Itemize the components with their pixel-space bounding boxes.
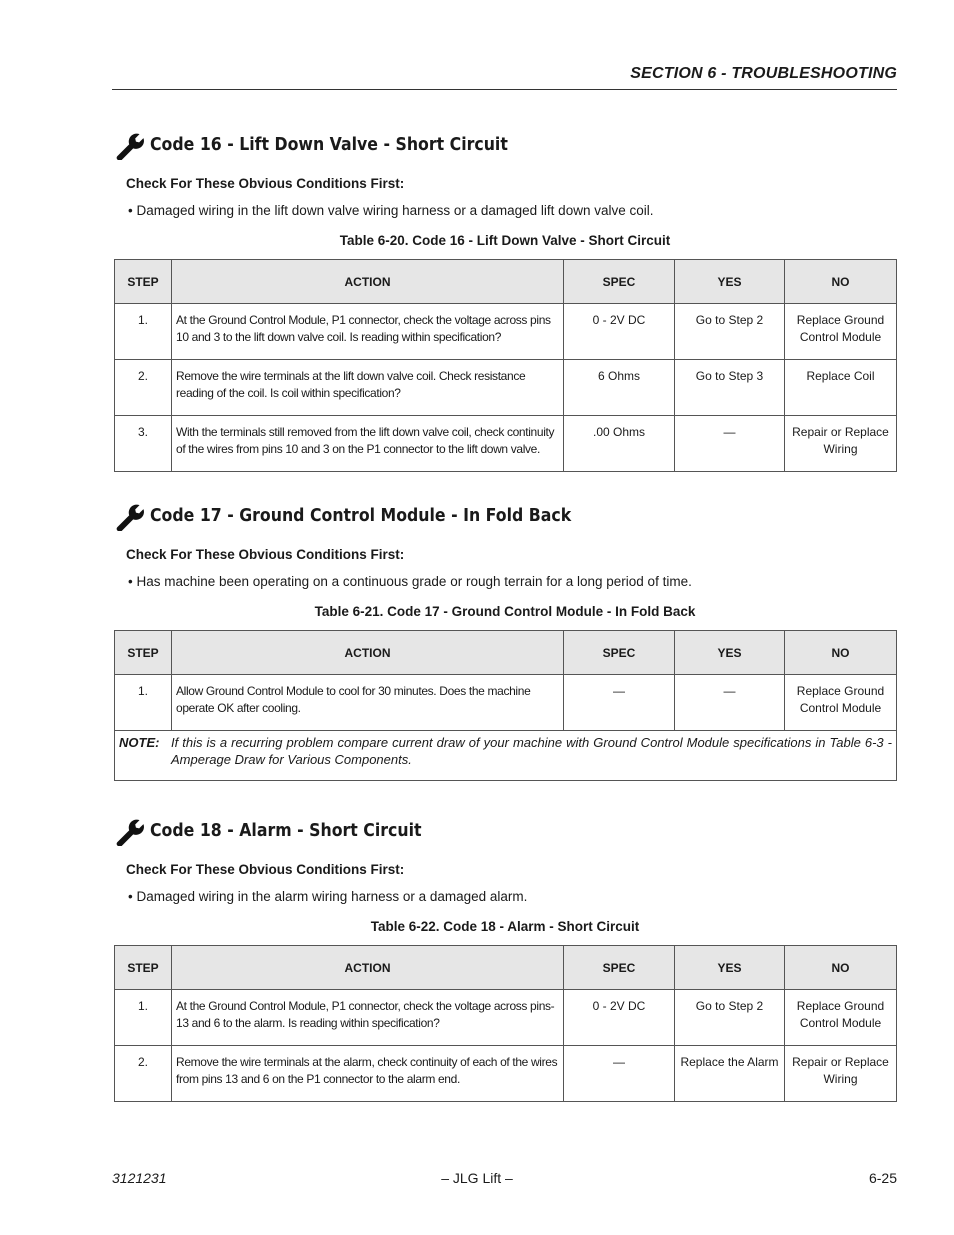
col-header-no: NO bbox=[785, 631, 897, 675]
no-cell: Replace Ground Control Module bbox=[785, 675, 897, 731]
col-header-no: NO bbox=[785, 260, 897, 304]
check-conditions-title: Check For These Obvious Conditions First: bbox=[126, 176, 405, 191]
check-conditions-title: Check For These Obvious Conditions First: bbox=[126, 862, 405, 877]
code-16-heading bbox=[114, 128, 896, 162]
col-header-step: STEP bbox=[115, 946, 172, 990]
spec-cell: 0 - 2V DC bbox=[564, 990, 675, 1046]
note-row bbox=[115, 731, 897, 781]
yes-cell: Go to Step 3 bbox=[675, 360, 785, 416]
spec-cell: — bbox=[564, 675, 675, 731]
col-header-no: NO bbox=[785, 946, 897, 990]
step-cell: 1. bbox=[115, 990, 172, 1046]
condition-bullet: • Damaged wiring in the lift down valve wiring harness or a damaged lift down valve coil. bbox=[128, 203, 654, 218]
section-header-title: SECTION 6 - TROUBLESHOOTING bbox=[630, 65, 897, 82]
wrench-icon bbox=[114, 501, 144, 531]
step-cell: 1. bbox=[115, 304, 172, 360]
spec-cell: .00 Ohms bbox=[564, 416, 675, 472]
note-text: If this is a recurring problem compare current draw of your machine with Ground Control Module specifications in Table 6-3 - Amperage Draw for Various Components. bbox=[171, 735, 892, 767]
no-cell: Replace Ground Control Module bbox=[785, 304, 897, 360]
table-header-row bbox=[115, 260, 897, 304]
condition-bullet: • Damaged wiring in the alarm wiring harness or a damaged alarm. bbox=[128, 889, 528, 904]
wrench-icon bbox=[114, 816, 144, 846]
no-cell: Replace Coil bbox=[785, 360, 897, 416]
step-cell: 3. bbox=[115, 416, 172, 472]
table-row bbox=[115, 990, 897, 1046]
step-cell: 2. bbox=[115, 360, 172, 416]
col-header-yes: YES bbox=[675, 631, 785, 675]
code-16-section bbox=[114, 128, 896, 472]
table-row bbox=[115, 360, 897, 416]
spec-cell: — bbox=[564, 1046, 675, 1102]
troubleshooting-table-6-20 bbox=[114, 259, 897, 472]
footer-doc-number: 3121231 bbox=[112, 1170, 167, 1186]
code-18-heading-text: Code 18 - Alarm - Short Circuit bbox=[150, 821, 422, 841]
footer-page-number: 6-25 bbox=[868, 1170, 897, 1186]
code-17-heading bbox=[114, 499, 896, 533]
table-row bbox=[115, 304, 897, 360]
code-18-section bbox=[114, 814, 896, 1102]
header-rule bbox=[112, 89, 897, 90]
note-cell bbox=[115, 731, 897, 781]
troubleshooting-table-6-22 bbox=[114, 945, 897, 1102]
table-header-row bbox=[115, 946, 897, 990]
wrench-icon bbox=[114, 130, 144, 160]
action-cell: Remove the wire terminals at the alarm, check continuity of each of the wires from pins 13 and 6 on the P1 connector to the alarm end. bbox=[172, 1046, 564, 1102]
table-caption: Table 6-22. Code 18 - Alarm - Short Circuit bbox=[370, 919, 640, 934]
table-row bbox=[115, 1046, 897, 1102]
col-header-action: ACTION bbox=[172, 631, 564, 675]
col-header-step: STEP bbox=[115, 260, 172, 304]
table-caption: Table 6-20. Code 16 - Lift Down Valve - Short Circuit bbox=[339, 233, 671, 248]
action-cell: With the terminals still removed from the lift down valve coil, check continuity of the wires from pins 10 and 3 on the P1 connector to the lift down valve. bbox=[172, 416, 564, 472]
action-cell: At the Ground Control Module, P1 connector, check the voltage across pins 10 and 3 to the lift down valve coil. Is reading within specification? bbox=[172, 304, 564, 360]
yes-cell: Go to Step 2 bbox=[675, 990, 785, 1046]
code-18-heading bbox=[114, 814, 896, 848]
yes-cell: — bbox=[675, 675, 785, 731]
action-cell: Allow Ground Control Module to cool for 30 minutes. Does the machine operate OK after cooling. bbox=[172, 675, 564, 731]
col-header-spec: SPEC bbox=[564, 946, 675, 990]
table-header-row bbox=[115, 631, 897, 675]
col-header-action: ACTION bbox=[172, 946, 564, 990]
col-header-spec: SPEC bbox=[564, 260, 675, 304]
troubleshooting-table-6-21 bbox=[114, 630, 897, 781]
note-label: NOTE: bbox=[119, 735, 160, 750]
table-row bbox=[115, 416, 897, 472]
footer-center-text: – JLG Lift – bbox=[441, 1170, 513, 1186]
table-caption: Table 6-21. Code 17 - Ground Control Module - In Fold Back bbox=[314, 604, 696, 619]
check-conditions-title: Check For These Obvious Conditions First: bbox=[126, 547, 405, 562]
yes-cell: — bbox=[675, 416, 785, 472]
table-row bbox=[115, 675, 897, 731]
spec-cell: 0 - 2V DC bbox=[564, 304, 675, 360]
col-header-yes: YES bbox=[675, 946, 785, 990]
action-cell: At the Ground Control Module, P1 connector, check the voltage across pins-13 and 6 to the alarm. Is reading within specification? bbox=[172, 990, 564, 1046]
col-header-step: STEP bbox=[115, 631, 172, 675]
yes-cell: Go to Step 2 bbox=[675, 304, 785, 360]
spec-cell: 6 Ohms bbox=[564, 360, 675, 416]
col-header-action: ACTION bbox=[172, 260, 564, 304]
code-16-heading-text: Code 16 - Lift Down Valve - Short Circuit bbox=[150, 135, 508, 155]
condition-bullet: • Has machine been operating on a continuous grade or rough terrain for a long period of time. bbox=[128, 574, 692, 589]
step-cell: 1. bbox=[115, 675, 172, 731]
col-header-spec: SPEC bbox=[564, 631, 675, 675]
no-cell: Repair or Replace Wiring bbox=[785, 416, 897, 472]
action-cell: Remove the wire terminals at the lift down valve coil. Check resistance reading of the coil. Is coil within specification? bbox=[172, 360, 564, 416]
col-header-yes: YES bbox=[675, 260, 785, 304]
step-cell: 2. bbox=[115, 1046, 172, 1102]
yes-cell: Replace the Alarm bbox=[675, 1046, 785, 1102]
code-17-heading-text: Code 17 - Ground Control Module - In Fold Back bbox=[150, 506, 572, 526]
code-17-section bbox=[114, 499, 896, 781]
no-cell: Replace Ground Control Module bbox=[785, 990, 897, 1046]
no-cell: Repair or Replace Wiring bbox=[785, 1046, 897, 1102]
